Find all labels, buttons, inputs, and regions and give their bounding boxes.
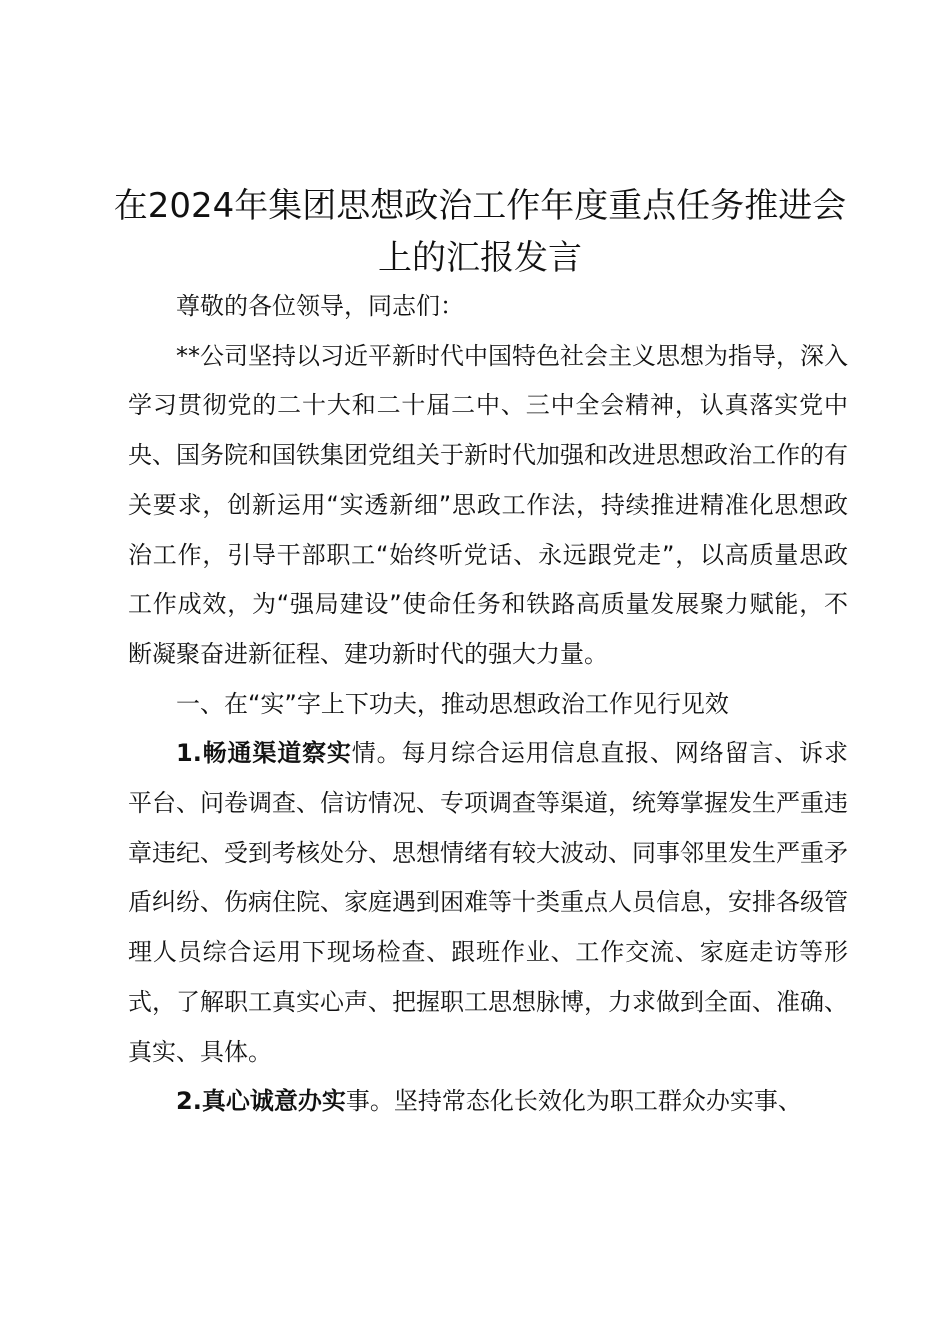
document-body bbox=[128, 282, 848, 1127]
intro-paragraph: **公司坚持以习近平新时代中国特色社会主义思想为指导，深入学习贯彻党的二十大和二十届二中、三中全会精神，认真落实党中央、国务院和国铁集团党组关于新时代加强和改进思想政治工作的有关要求，创新运用“实透新细”思政工作法，持续推进精准化思想政治工作，引导干部职工“始终听党话、永远跟党走”，以高质量思政工作成效，为“强局建设”使命任务和铁路高质量发展聚力赋能，不断凝聚奋进新征程、建功新时代的强大力量。 bbox=[128, 341, 848, 668]
salutation: 尊敬的各位领导，同志们： bbox=[176, 292, 464, 320]
item-2-text: 事。坚持常态化长效化为职工群众办实事、 bbox=[345, 1087, 802, 1116]
item-1-lead: 1.畅通渠道察实 bbox=[176, 739, 352, 768]
document-title: 在2024年集团思想政治工作年度重点任务推进会上的汇报发言 bbox=[113, 186, 847, 278]
item-2-lead: 2.真心诚意办实 bbox=[176, 1087, 346, 1116]
item-2-paragraph bbox=[128, 1077, 848, 1127]
item-1-paragraph bbox=[128, 729, 848, 1077]
item-1-text: 情。每月综合运用信息直报、网络留言、诉求平台、问卷调查、信访情况、专项调查等渠道，统筹掌握发生严重违章违纪、受到考核处分、思想情绪有较大波动、同事邻里发生严重矛盾纠纷、伤病住院、家庭遇到困难等十类重点人员信息，安排各级管理人员综合运用下现场检查、跟班作业、工作交流、家庭走访等形式，了解职工真实心声、把握职工思想脉博，力求做到全面、准确、真实、具体。 bbox=[128, 739, 848, 1066]
section-heading-1: 一、在“实”字上下功夫，推动思想政治工作见行见效 bbox=[176, 689, 729, 718]
